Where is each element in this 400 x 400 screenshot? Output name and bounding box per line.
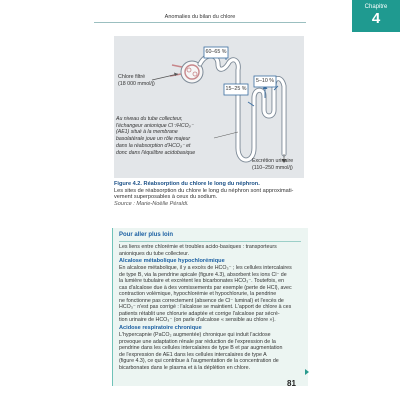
caption-body-line: vement superposables à ceux du sodium. [114, 194, 218, 201]
section2-line: (figure 4.3), ce qui contribue à l'augmentation de la concentration de [119, 358, 279, 365]
section1-line: la lumière tubulaire et excrètent les bicarbonates HCO₃⁻. Toutefois, en [119, 278, 285, 285]
pap-rule [119, 241, 301, 242]
chapter-tab [352, 0, 400, 32]
label-chlore-filtre-line1: Chlore filtré [118, 74, 146, 80]
section1-line: cas d'alcalose due à des vomissements par exemple (perte de HCl), avec [119, 284, 292, 291]
pct-distal: 5–10 % [256, 78, 274, 84]
section1-line: de type B, via la pendrine apicale (figure 4.3), absorbent les ions Cl⁻ de [119, 271, 287, 278]
section1-title: Alcalose métabolique hypochlorémique [119, 258, 225, 264]
section2-text [119, 332, 305, 371]
pap-title: Pour aller plus loin [119, 232, 174, 238]
header-rule [94, 22, 306, 23]
label-chlore-filtre-line2: (18 000 mmol/j) [118, 80, 155, 87]
chapter-label: Chapitre [364, 4, 388, 10]
section2-line: de l'expression de AE1 dans les cellules intercalaires de type A [119, 351, 267, 358]
running-header: Anomalies du bilan du chlore [164, 14, 236, 20]
section1-line: contraction volémique, hypochlorémie et hypochlorurie, la pendrine [119, 291, 277, 298]
section1-line: En alcalose métabolique, il y a excès de HCO₃⁻ ; les cellules intercalaires [119, 265, 292, 271]
note-line: basolatérale joue un rôle majeur [116, 136, 191, 143]
pap-intro [119, 244, 305, 257]
note-line: l'échangeur anionique Cl⁻/HCO₃⁻ [116, 122, 194, 129]
collecting-duct-note [116, 116, 216, 156]
pour-aller-plus-loin-box [112, 228, 308, 386]
excretion-line2: (110–250 mmol/j) [252, 164, 293, 171]
caption-body-line: Les sites de réabsorption du chlore le long du néphron sont approximati- [114, 187, 294, 194]
section2-line: bicarbonates dans le plasma et à la déplétion en chlore. [119, 364, 251, 371]
section1-line: ne fonctionne pas correctement (absence de Cl⁻ luminal) et l'excès de [119, 297, 284, 304]
excretion-line1: Excrétion urinaire [252, 158, 294, 164]
figure-caption [114, 181, 304, 207]
section2-title: Acidose respiratoire chronique [119, 325, 202, 331]
intro-line: anioniques du tube collecteur. [119, 250, 190, 257]
caption-title: Figure 4.2. Réabsorption du chlore le long du néphron. [114, 181, 260, 187]
section2-line: pendrine dans les cellules intercalaires de type B et par augmentation [119, 345, 283, 352]
label-chlore-filtre [118, 74, 155, 87]
chapter-number: 4 [371, 10, 381, 27]
pct-loop: 15–25 % [225, 86, 247, 92]
section2-line: provoque une adaptation rénale par réduction de l'expression de la [119, 338, 276, 345]
urinary-excretion-label [252, 158, 293, 171]
pct-proximal: 60–65 % [205, 49, 227, 55]
section1-line: tion urinaire de HCO₃⁻ (on parle d'alcalose « sensible au chlore »). [119, 317, 276, 324]
nephron-diagram [114, 36, 304, 178]
intro-line: Les liens entre chlorémie et troubles acido-basiques : transporteurs [119, 244, 277, 250]
section1-line: HCO₃⁻ n'est pas corrigé : l'alcalose se maintient. L'apport de chlore à ces [119, 304, 292, 311]
note-line: (AE1) situé à la membrane [116, 129, 178, 136]
note-line: Au niveau du tube collecteur, [116, 116, 183, 122]
caption-source: Source : Marie-Noëlle Péraldi. [114, 200, 189, 207]
section1-line: patients rétablit une chlorurie adaptée et corrige l'alcalose par sécré- [119, 310, 280, 317]
section2-line: L'hypercapnie (PaCO₂ augmentée) chronique qui induit l'acidose [119, 332, 271, 338]
note-line: dans la réabsorption d'HCO₃⁻ et [116, 142, 191, 149]
section1-text [119, 265, 305, 324]
triangle-right-icon[interactable] [305, 369, 309, 375]
page-number: 81 [287, 379, 296, 388]
figure-nephron [114, 36, 304, 178]
note-line: donc dans l'équilibre acidobasique [116, 149, 196, 156]
